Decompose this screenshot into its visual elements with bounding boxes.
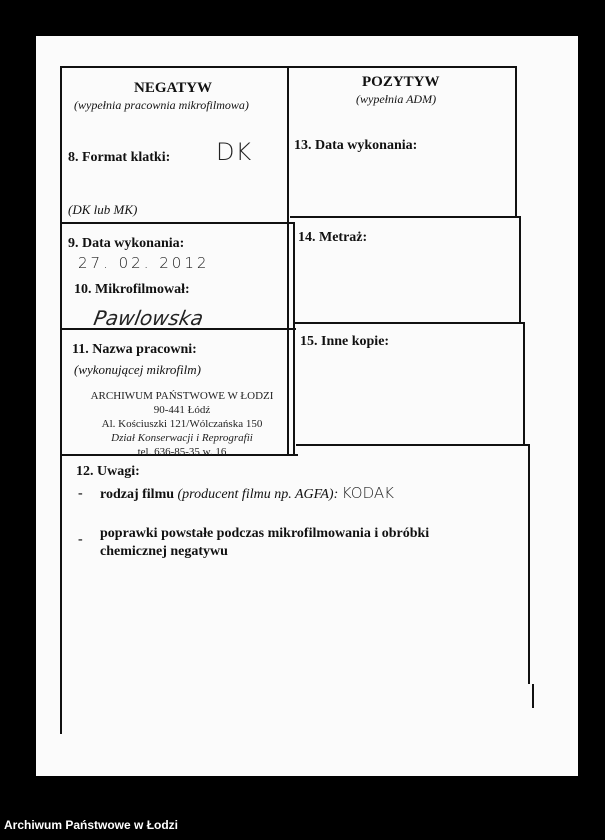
format-value: DK (216, 138, 253, 166)
remarks-bullet-2: - (78, 532, 83, 547)
negatyw-date-label: 9. Data wykonania: (68, 236, 185, 251)
stamp-line: 90-441 Łódź (153, 404, 211, 416)
format-hint: (DK lub MK) (68, 202, 138, 217)
film-type-value: KODAK (341, 484, 394, 502)
workshop-hint: (wykonującej mikrofilm) (74, 362, 201, 377)
pozytyw-subtitle: (wypełnia ADM) (356, 92, 437, 106)
negatyw-title: NEGATYW (134, 80, 213, 96)
stamp-line: Al. Kościuszki 121/Wólczańska 150 (101, 418, 263, 430)
workshop-label: 11. Nazwa pracowni: (72, 342, 197, 357)
film-type-hint: (producent filmu np. AGFA): (177, 487, 339, 502)
remarks-item-2-line-2: chemicznej negatywu (100, 544, 228, 559)
stamp-line: Dział Konserwacji i Reprografii (111, 432, 253, 444)
copies-label: 15. Inne kopie: (300, 334, 390, 349)
remarks-label: 12. Uwagi: (76, 464, 140, 479)
archive-footer: Archiwum Państwowe w Łodzi (4, 818, 179, 832)
filmed-by-signature: Pawlowska (91, 306, 206, 330)
format-label: 8. Format klatki: (68, 150, 171, 165)
filmed-by-label: 10. Mikrofilmował: (74, 282, 190, 297)
pozytyw-date-label: 13. Data wykonania: (294, 138, 418, 153)
remarks-bullet-1: - (78, 486, 83, 501)
remarks-item-1 (100, 484, 394, 503)
length-label: 14. Metraż: (298, 230, 368, 245)
negatyw-subtitle: (wypełnia pracownia mikrofilmowa) (74, 98, 249, 112)
negatyw-date-value: 27. 02. 2012 (78, 254, 210, 272)
pozytyw-title: POZYTYW (362, 74, 440, 90)
film-type-label: rodzaj filmu (100, 487, 175, 502)
stamp-line: tel. 636-85-35 w. 16 (137, 446, 227, 458)
workshop-stamp (84, 389, 280, 459)
remarks-item-2-line-1: poprawki powstałe podczas mikrofilmowania i obróbki (100, 526, 430, 541)
stamp-line: ARCHIWUM PAŃSTWOWE W ŁODZI (90, 390, 274, 402)
